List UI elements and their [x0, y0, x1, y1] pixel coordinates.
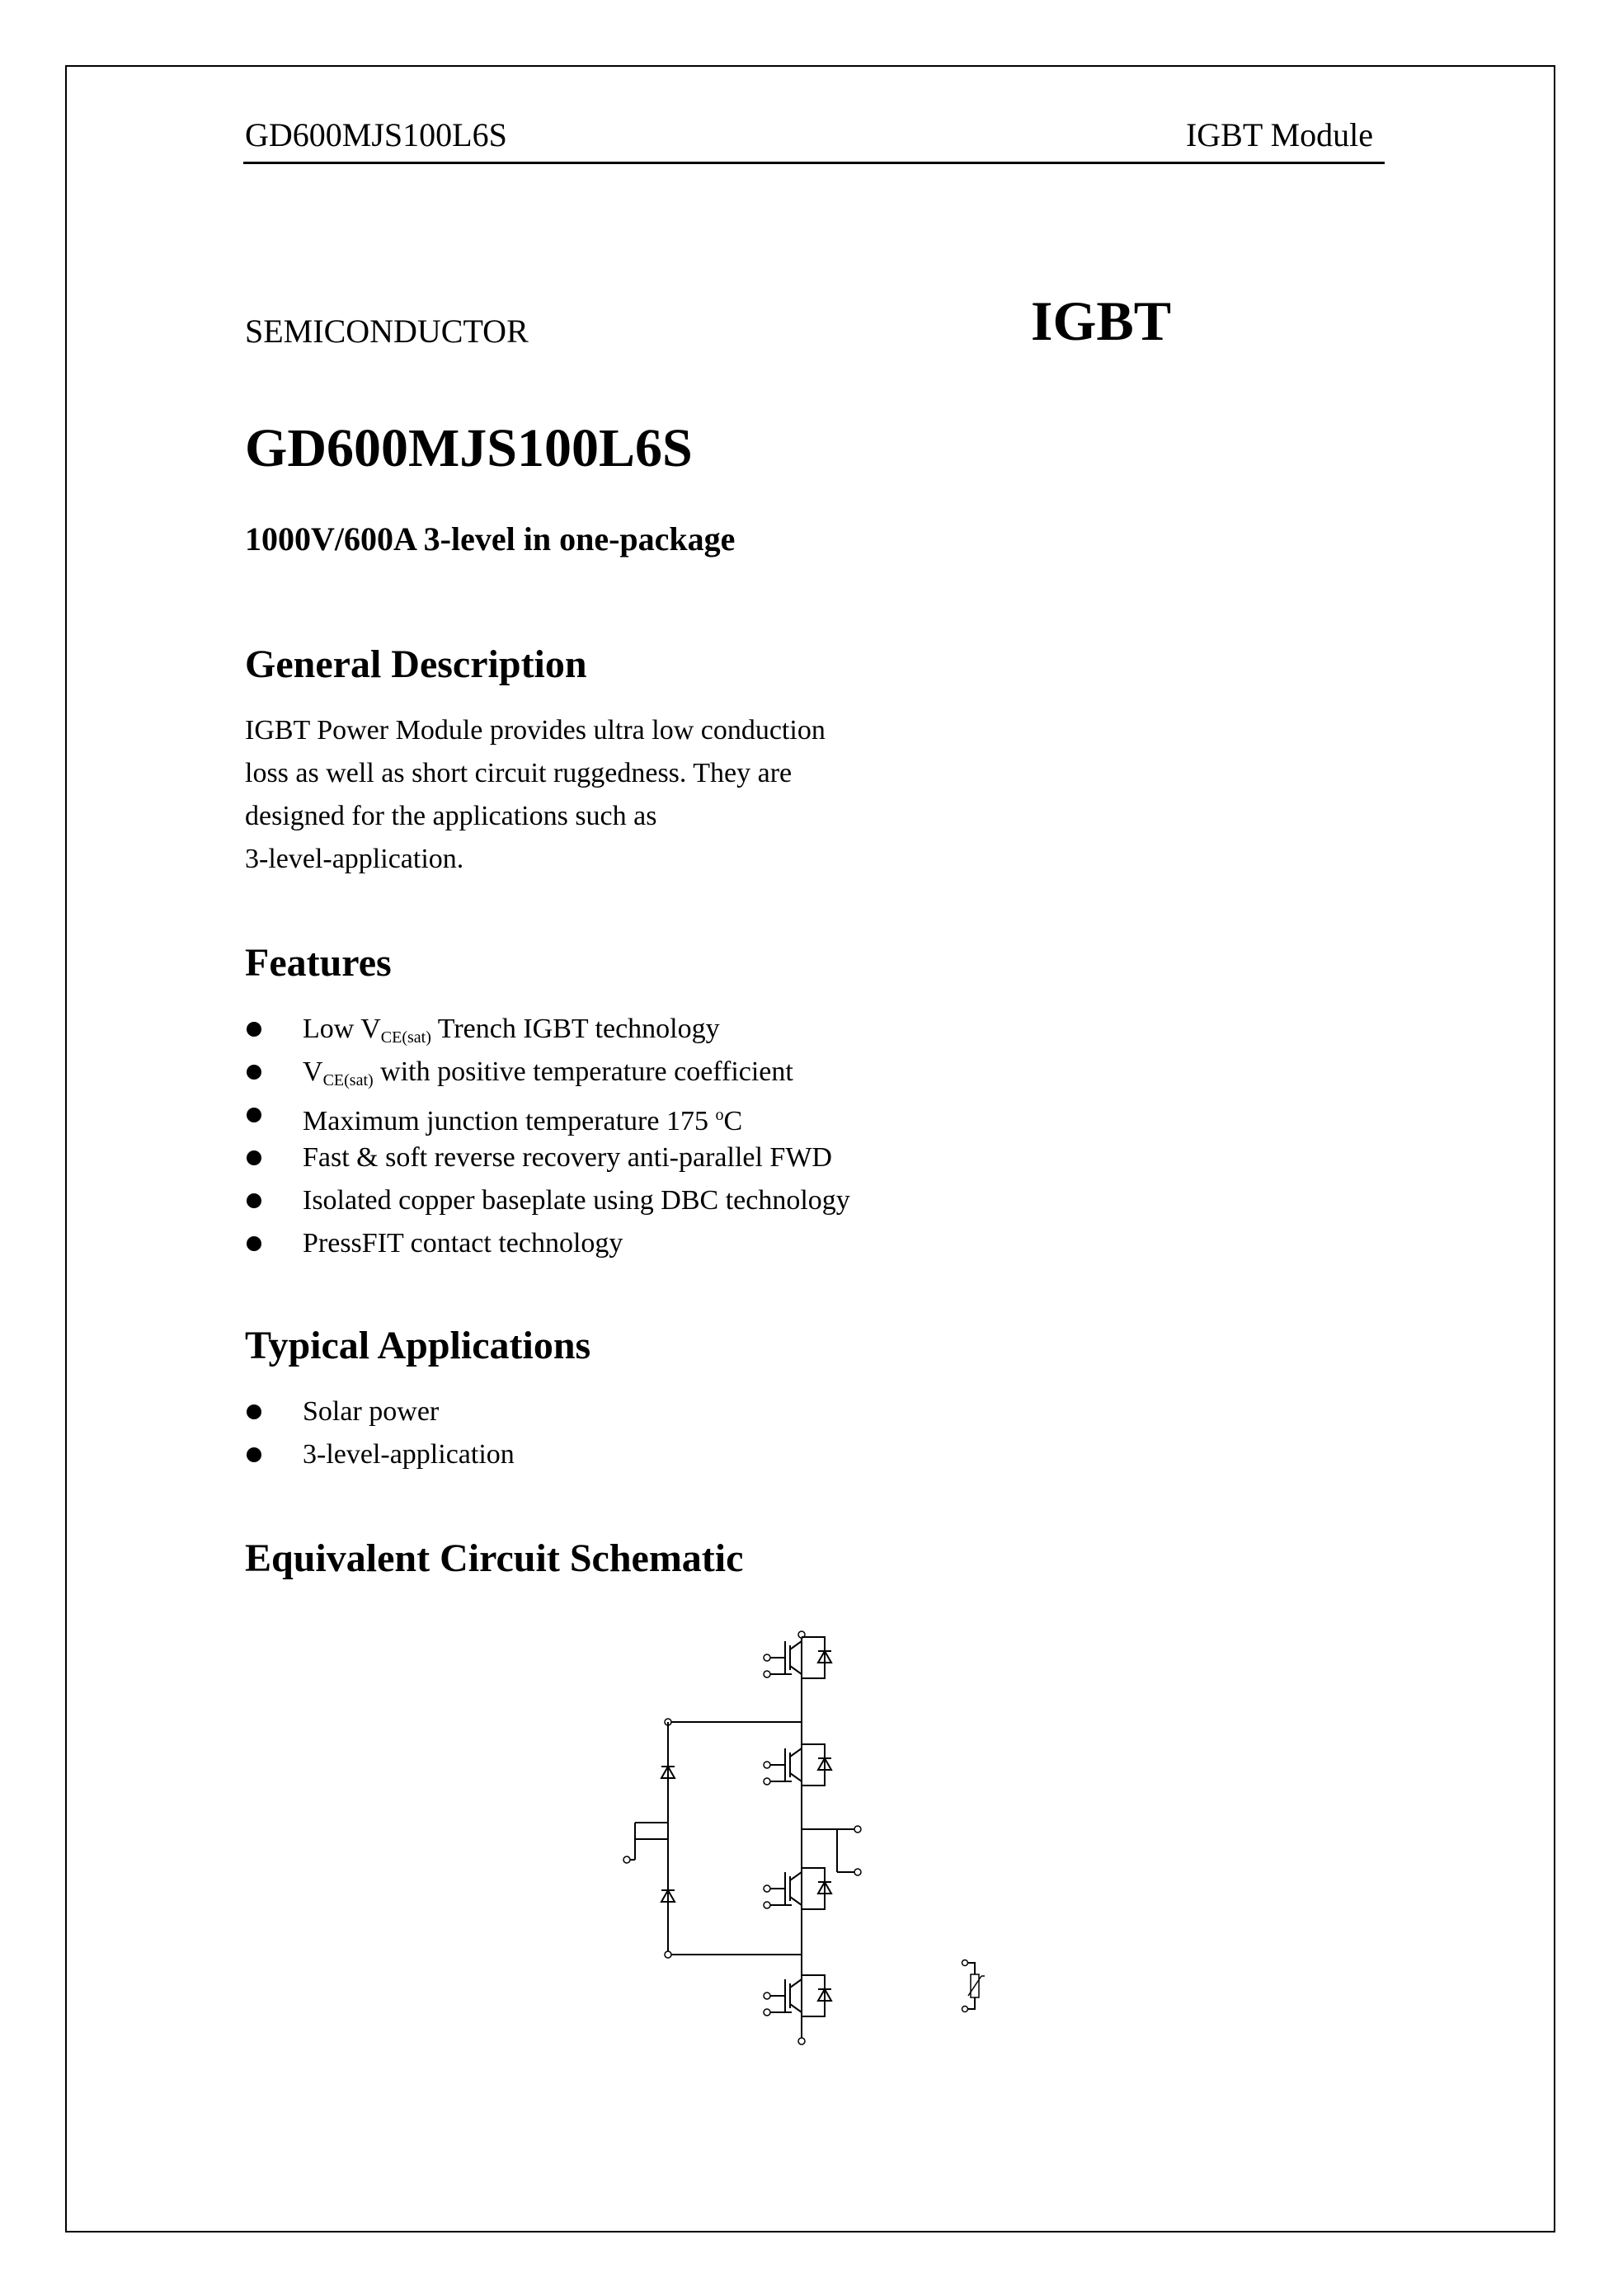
applications-list: [245, 1390, 515, 1476]
terminal-icon: [854, 1826, 861, 1833]
bullet-icon: [247, 1447, 261, 1462]
terminal-icon: [854, 1869, 861, 1875]
list-item: 3-level-application: [245, 1433, 515, 1476]
header-doc-type: IGBT Module: [1185, 116, 1373, 153]
description-line: 3-level-application.: [245, 844, 464, 874]
list-item: Solar power: [245, 1390, 515, 1433]
header-rule: [243, 162, 1385, 164]
typical-applications-heading: Typical Applications: [245, 1324, 591, 1367]
bullet-icon: [247, 1236, 261, 1251]
description-line: IGBT Power Module provides ultra low conduction: [245, 715, 826, 746]
terminal-icon: [623, 1856, 630, 1863]
list-item: $V_{CE(sat)}$ with positive temperature coefficient: [245, 1051, 850, 1094]
bullet-icon: [247, 1150, 261, 1165]
list-item: PressFIT contact technology: [245, 1222, 850, 1265]
igbt-t2-icon: [764, 1744, 831, 1786]
bullet-icon: [247, 1108, 261, 1122]
general-description-text: [245, 709, 921, 881]
header-part-number: GD600MJS100L6S: [245, 116, 507, 153]
category-label: SEMICONDUCTOR: [245, 313, 529, 350]
device-type-label: IGBT: [1031, 289, 1172, 352]
features-list: [245, 1008, 850, 1265]
page-title: GD600MJS100L6S: [245, 418, 693, 478]
igbt-t1-icon: [764, 1637, 831, 1678]
bullet-icon: [247, 1065, 261, 1080]
list-item: Low $V_{CE(sat)}$ Trench IGBT technology: [245, 1008, 850, 1051]
general-description-heading: General Description: [245, 642, 587, 686]
terminal-icon: [665, 1951, 671, 1958]
schematic-heading: Equivalent Circuit Schematic: [245, 1536, 744, 1580]
list-item: Isolated copper baseplate using DBC technology: [245, 1179, 850, 1222]
igbt-t3-icon: [764, 1868, 831, 1909]
list-item: Maximum junction temperature 175 $^o$C: [245, 1094, 850, 1136]
bullet-icon: [247, 1022, 261, 1037]
igbt-t4-icon: [764, 1975, 831, 2016]
description-line: loss as well as short circuit ruggedness. They are: [245, 758, 793, 788]
features-heading: Features: [245, 941, 392, 985]
description-line: designed for the applications such as: [245, 801, 657, 831]
list-item: Fast & soft reverse recovery anti-parallel FWD: [245, 1136, 850, 1179]
ntc-thermistor-icon: [962, 1960, 986, 2012]
bullet-icon: [247, 1193, 261, 1208]
equivalent-circuit-schematic: [610, 1616, 1039, 2062]
terminal-icon: [798, 2038, 805, 2044]
bullet-icon: [247, 1404, 261, 1419]
page-subtitle: 1000V/600A 3-level in one-package: [245, 520, 736, 558]
